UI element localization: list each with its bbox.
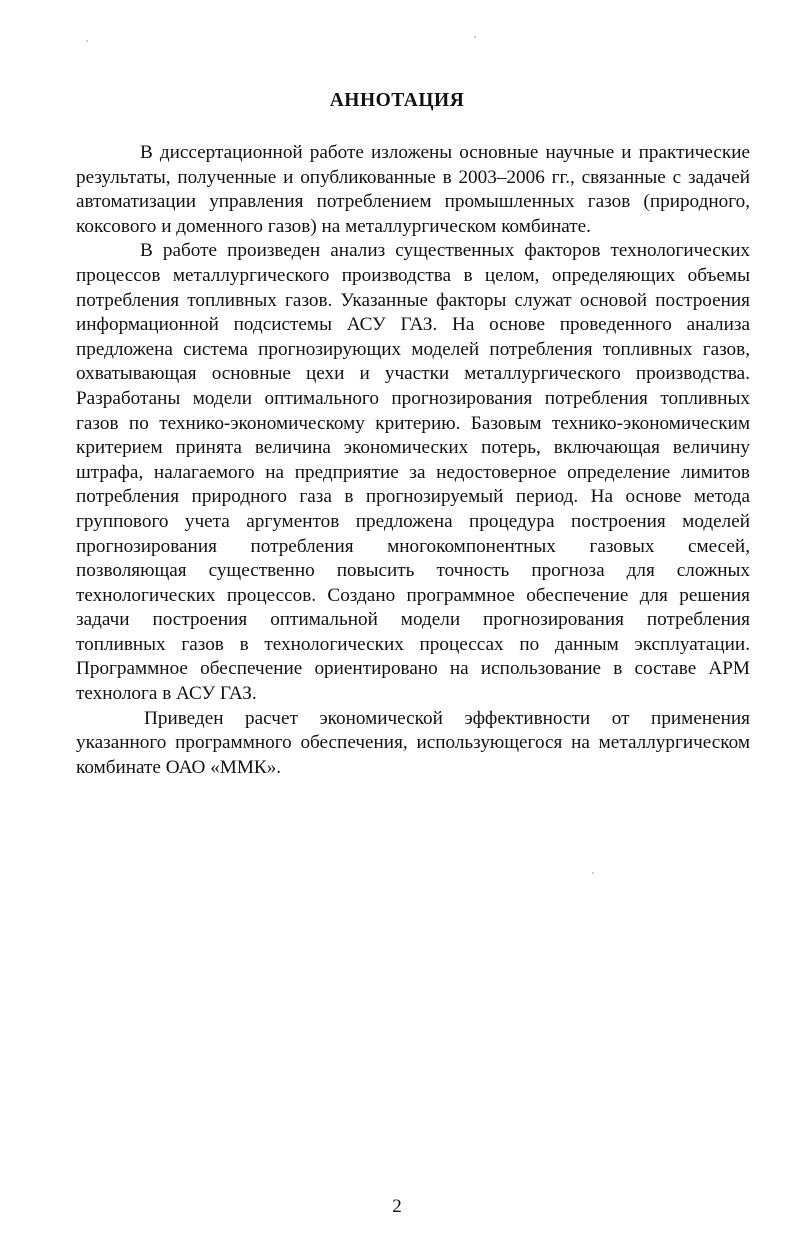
scan-speck <box>86 40 88 42</box>
annotation-body <box>76 141 750 780</box>
scan-speck <box>592 872 594 874</box>
paragraph-analysis: В работе произведен анализ существенных факторов технологических процессов металлургического производства в целом, определяющих объемы потребления топливных газов. Указанные факторы служат основой построения информационной подсистемы АСУ ГАЗ. На основе проведенного анализа предложена система прогнозирующих моделей потребления топливных газов, охватывающая основные цехи и участки металлургического производства. Разработаны модели оптимального прогнозирования потребления топливных газов по технико-экономическому критерию. Базовым технико-экономическим критерием принята величина экономических потерь, включающая величину штрафа, налагаемого на предприятие за недостоверное определение лимитов потребления природного газа в прогнозируемый период. На основе метода группового учета аргументов предложена процедура построения моделей прогнозирования потребления многокомпонентных газовых смесей, позволяющая существенно повысить точность прогноза для сложных технологических процессов. Создано программное обеспечение для решения задачи построения оптимальной модели прогнозирования потребления топливных газов в технологических процессах по данным эксплуатации. Программное обеспечение ориентировано на использование в составе АРМ технолога в АСУ ГАЗ. <box>76 240 750 705</box>
document-title: АННОТАЦИЯ <box>329 90 465 111</box>
page-number: 2 <box>392 1196 402 1217</box>
paragraph-intro: В диссертационной работе изложены основные научные и практические результаты, полученные и опубликованные в 2003–2006 гг., связанные с задачей автоматизации управления потреблением промышленных газов (природного, коксового и доменного газов) на металлургическом комбинате. <box>76 142 750 237</box>
paragraph-economics: Приведен расчет экономической эффективности от применения указанного программного обеспечения, использующегося на металлургическом комбинате ОАО «ММК». <box>76 707 750 778</box>
scan-speck <box>474 36 476 38</box>
